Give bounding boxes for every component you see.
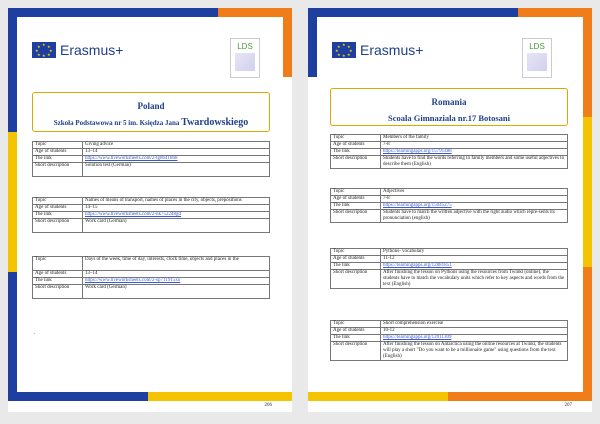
table-row: The link https://www.liveworksheets.com/2-sp711915xo	[33, 278, 270, 285]
learningapps-link[interactable]: https://learningapps.org/15045275	[383, 203, 452, 208]
table-row: The link https://learningapps.org/12011309	[331, 335, 568, 342]
table-row: Topic Days of the week, time of day, interests, clock time, objects and places in the	[33, 257, 270, 271]
lds-illustration-icon	[527, 53, 547, 71]
table-row: Age of students 13–14	[33, 271, 270, 278]
table-row: Topic Names of means of transport, names of places in the city, objects, prepositions	[33, 198, 270, 205]
table-row: The link https://learningapps.org/15045275	[331, 203, 568, 210]
activity-table-2	[32, 197, 270, 233]
bottom-yellow-bar	[308, 392, 448, 401]
bottom-yellow-bar	[148, 392, 292, 401]
erasmus-wordmark: Erasmus+	[60, 42, 124, 58]
table-row: The link https://www.liveworksheets.com/2-tg8641868	[33, 156, 270, 163]
right-orange-bar-lower	[583, 267, 592, 392]
page-number: 206	[264, 403, 272, 408]
school-title-box	[330, 88, 568, 126]
erasmus-logo	[32, 42, 123, 58]
school-title-box	[32, 92, 270, 132]
table-row: Topic Members of the family	[331, 135, 568, 142]
right-orange-bar	[283, 17, 292, 77]
table-row: The link https://www.liveworksheets.com/2-nk752248gd	[33, 212, 270, 219]
worksheet-link[interactable]: https://www.liveworksheets.com/2-nk752248gd	[85, 212, 182, 217]
bottom-orange-bar	[448, 392, 592, 401]
activity-table-3	[330, 248, 568, 289]
activity-table-3	[32, 256, 270, 299]
left-blue-bar	[8, 17, 17, 132]
table-row: Short description Students have to find the words referring to family members and some useful adjectives to describe them (English)	[331, 156, 568, 169]
erasmus-logo	[332, 42, 423, 58]
page-number: 207	[564, 403, 572, 408]
activity-table-1	[330, 134, 568, 169]
learningapps-link[interactable]: https://learningapps.org/12881851	[383, 263, 452, 268]
activity-table-1	[32, 141, 270, 177]
country-name: Poland	[137, 101, 165, 111]
table-row: Age of students 10-12	[331, 328, 568, 335]
right-orange-bar	[583, 17, 592, 117]
lds-logo	[522, 38, 552, 78]
table-row: Topic Giving advice	[33, 142, 270, 149]
right-yellow-bar	[583, 117, 592, 267]
table-row: The link https://learningapps.org/15791488	[331, 149, 568, 156]
table-row: Age of students 13–14	[33, 149, 270, 156]
table-row: Short description Work card (German)	[33, 285, 270, 299]
table-row: Topic Pythons- vocabulary	[331, 249, 568, 256]
table-row: Short description After finishing the lesson on Antarctica using the online resources at Twinkl, the students will play a short "Do you want to be a millionaire game" using questions from the text (English)	[331, 342, 568, 361]
table-row: Short description After finishing the lesson on Pythons using the resources from Twinkl (online), the students have to match the vocabulary units which refer to key aspects and words from the text (English)	[331, 270, 568, 289]
right-page	[308, 8, 592, 412]
table-row: Topic Adjectives	[331, 189, 568, 196]
activity-table-2	[330, 188, 568, 223]
table-row: Age of students 14–15	[33, 205, 270, 212]
lds-label: LDS	[237, 42, 253, 51]
left-blue-bar	[308, 17, 317, 77]
country-name: Romania	[431, 97, 467, 107]
table-row: The link https://learningapps.org/12881851	[331, 263, 568, 270]
left-yellow-bar	[8, 132, 17, 272]
top-orange-bar	[218, 8, 292, 17]
table-row: Short description Work card (German)	[33, 219, 270, 233]
learningapps-link[interactable]: https://learningapps.org/15791488	[383, 149, 452, 154]
table-row: Age of students 7-8	[331, 196, 568, 203]
table-row: Topic Short comprehension exercise	[331, 321, 568, 328]
bottom-blue-bar	[8, 392, 148, 401]
top-blue-bar	[308, 8, 518, 17]
school-name: Szkoła Podstawowa nr 5 im. Księdza Jana Twardowskiego	[53, 117, 249, 128]
lds-logo	[230, 38, 260, 78]
table-row: Short description Solution test (German)	[33, 163, 270, 177]
lds-illustration-icon	[235, 53, 255, 71]
erasmus-wordmark: Erasmus+	[360, 42, 424, 58]
learningapps-link[interactable]: https://learningapps.org/12011309	[383, 335, 452, 340]
school-name: Scoala Gimnaziala nr.17 Botosani	[387, 113, 510, 123]
lds-label: LDS	[529, 42, 545, 51]
left-blue-bar-lower	[8, 272, 17, 392]
table-row: Age of students 11-12	[331, 256, 568, 263]
eu-flag-icon: ★ ★ ★ ★ ★ ★ ★ ★	[332, 42, 356, 58]
stray-dot: .	[34, 330, 36, 336]
table-row: Short description Students have to match the written adjective with the right audio which repre-sents its pronunciation (english)	[331, 210, 568, 223]
worksheet-link[interactable]: https://www.liveworksheets.com/2-tg8641868	[85, 156, 178, 161]
top-orange-bar	[518, 8, 592, 17]
table-row: Age of students 7-8	[331, 142, 568, 149]
left-page	[8, 8, 292, 412]
worksheet-link[interactable]: https://www.liveworksheets.com/2-sp711915xo	[85, 278, 181, 283]
eu-flag-icon: ★ ★ ★ ★ ★ ★ ★ ★	[32, 42, 56, 58]
top-blue-bar	[8, 8, 218, 17]
activity-table-4	[330, 320, 568, 361]
